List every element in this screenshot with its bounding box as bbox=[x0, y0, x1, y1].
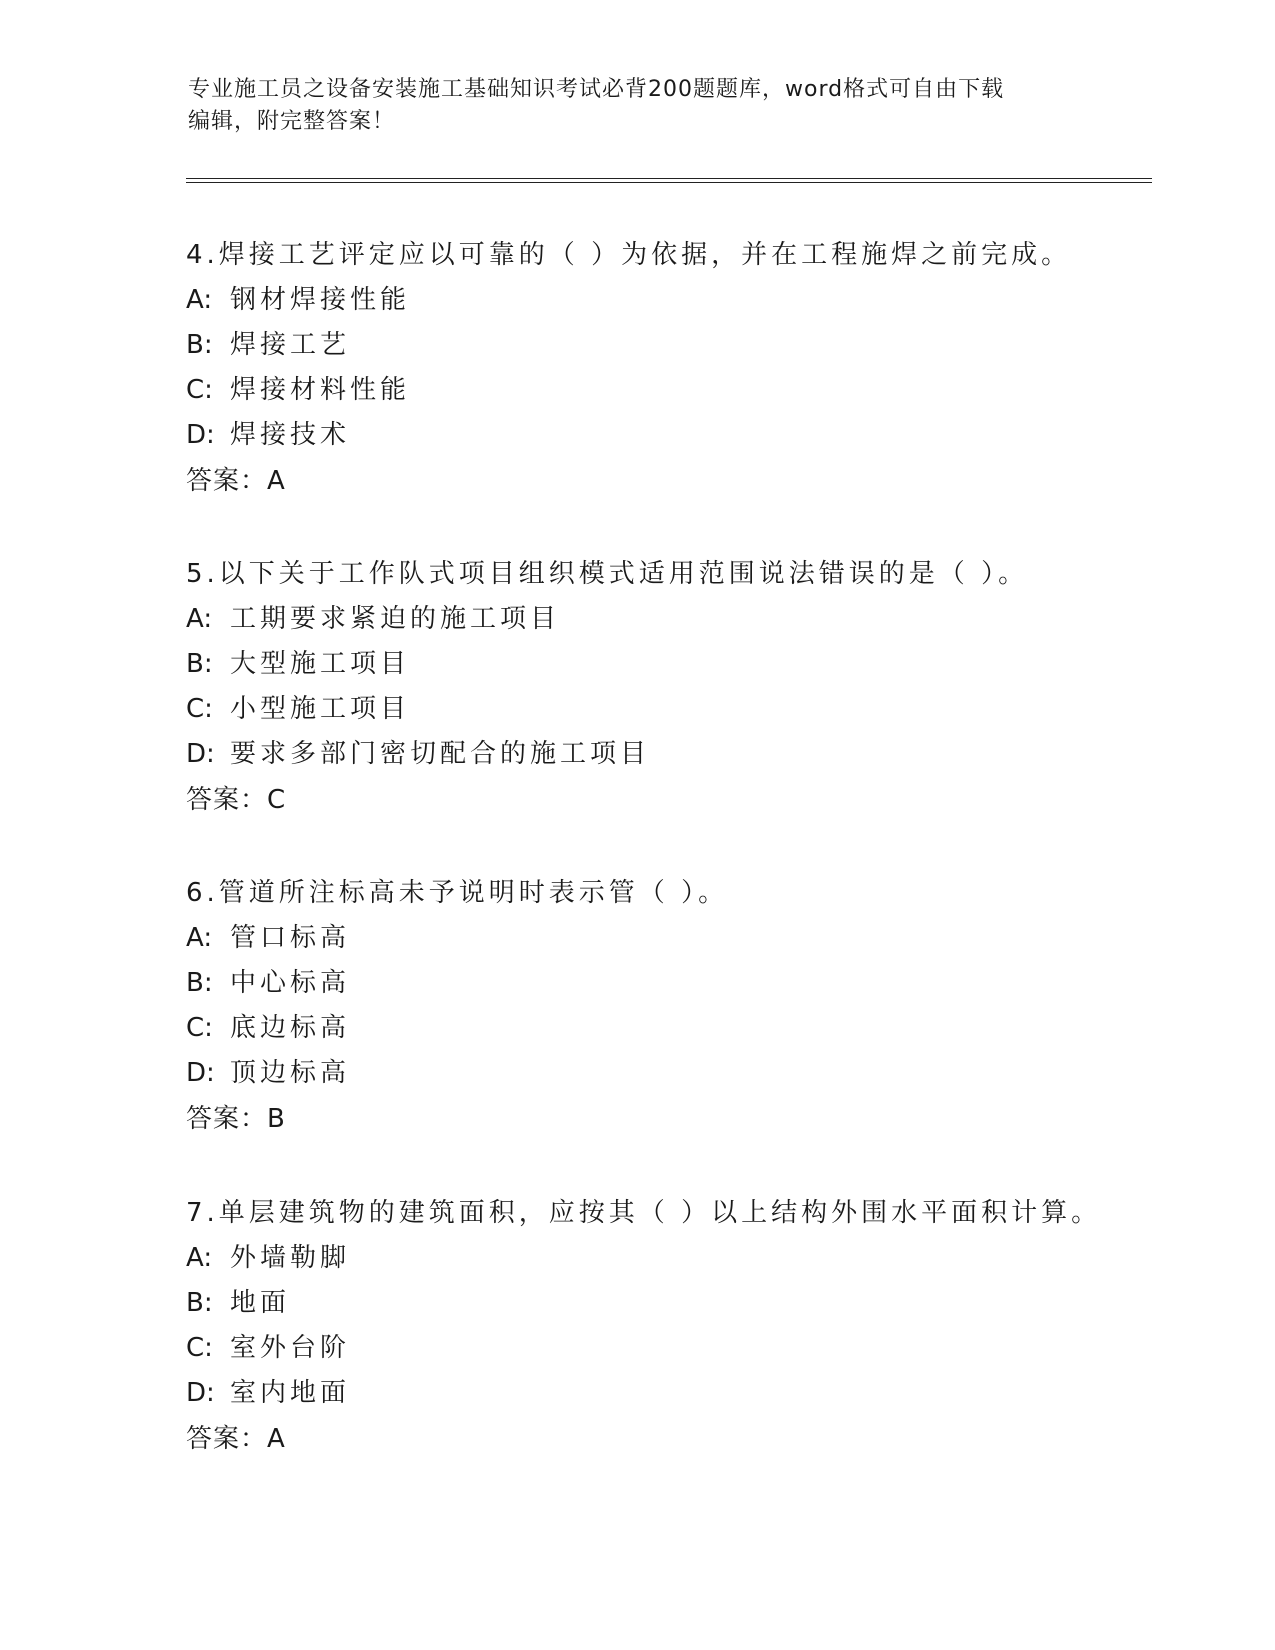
option-letter: C: bbox=[186, 1013, 213, 1043]
option-text: 焊接技术 bbox=[230, 420, 351, 450]
question-6 bbox=[186, 870, 1126, 1142]
header-line-2: 编辑，附完整答案！ bbox=[188, 109, 396, 134]
option-b bbox=[186, 961, 1126, 1006]
header-divider-top bbox=[186, 178, 1152, 179]
option-letter: B: bbox=[186, 649, 213, 679]
option-d bbox=[186, 1371, 1126, 1416]
option-a bbox=[186, 597, 1126, 642]
option-b bbox=[186, 642, 1126, 687]
option-text: 大型施工项目 bbox=[230, 649, 411, 679]
option-letter: D: bbox=[186, 1058, 215, 1088]
option-text: 钢材焊接性能 bbox=[230, 285, 411, 315]
answer: 答案：C bbox=[186, 785, 287, 815]
option-c bbox=[186, 1326, 1126, 1371]
option-letter: A: bbox=[186, 923, 213, 953]
option-text: 外墙勒脚 bbox=[230, 1243, 351, 1273]
question-stem: 7.单层建筑物的建筑面积，应按其（ ）以上结构外围水平面积计算。 bbox=[186, 1198, 1102, 1228]
option-letter: A: bbox=[186, 1243, 213, 1273]
option-text: 地面 bbox=[230, 1288, 291, 1318]
document-header bbox=[188, 74, 1088, 138]
answer: 答案：A bbox=[186, 1424, 286, 1454]
option-text: 中心标高 bbox=[230, 968, 351, 998]
answer: 答案：B bbox=[186, 1104, 286, 1134]
header-line-1: 专业施工员之设备安装施工基础知识考试必背200题题库，word格式可自由下载 bbox=[188, 77, 1005, 102]
option-letter: D: bbox=[186, 1378, 215, 1408]
question-stem: 5.以下关于工作队式项目组织模式适用范围说法错误的是（ ）。 bbox=[186, 559, 1029, 589]
option-b bbox=[186, 323, 1126, 368]
option-text: 工期要求紧迫的施工项目 bbox=[230, 604, 561, 634]
option-letter: D: bbox=[186, 739, 215, 769]
option-letter: C: bbox=[186, 375, 213, 405]
option-d bbox=[186, 732, 1126, 777]
option-text: 底边标高 bbox=[230, 1013, 351, 1043]
question-4 bbox=[186, 232, 1126, 504]
option-text: 要求多部门密切配合的施工项目 bbox=[230, 739, 651, 769]
option-a bbox=[186, 278, 1126, 323]
option-letter: A: bbox=[186, 604, 213, 634]
option-d bbox=[186, 1051, 1126, 1096]
question-stem: 4.焊接工艺评定应以可靠的（ ）为依据，并在工程施焊之前完成。 bbox=[186, 240, 1072, 270]
option-d bbox=[186, 413, 1126, 458]
option-letter: B: bbox=[186, 968, 213, 998]
option-letter: C: bbox=[186, 694, 213, 724]
option-text: 焊接工艺 bbox=[230, 330, 351, 360]
option-letter: D: bbox=[186, 420, 215, 450]
question-stem: 6.管道所注标高未予说明时表示管（ ）。 bbox=[186, 878, 729, 908]
option-text: 室内地面 bbox=[230, 1378, 351, 1408]
question-7 bbox=[186, 1190, 1126, 1462]
header-divider-bottom bbox=[186, 182, 1152, 183]
option-a bbox=[186, 1236, 1126, 1281]
option-text: 小型施工项目 bbox=[230, 694, 411, 724]
option-letter: B: bbox=[186, 330, 213, 360]
option-letter: B: bbox=[186, 1288, 213, 1318]
question-5 bbox=[186, 551, 1126, 823]
option-a bbox=[186, 916, 1126, 961]
option-b bbox=[186, 1281, 1126, 1326]
option-text: 室外台阶 bbox=[230, 1333, 351, 1363]
option-c bbox=[186, 368, 1126, 413]
option-text: 顶边标高 bbox=[230, 1058, 351, 1088]
answer: 答案：A bbox=[186, 466, 286, 496]
option-letter: A: bbox=[186, 285, 213, 315]
option-text: 焊接材料性能 bbox=[230, 375, 411, 405]
option-c bbox=[186, 687, 1126, 732]
option-text: 管口标高 bbox=[230, 923, 351, 953]
option-letter: C: bbox=[186, 1333, 213, 1363]
option-c bbox=[186, 1006, 1126, 1051]
